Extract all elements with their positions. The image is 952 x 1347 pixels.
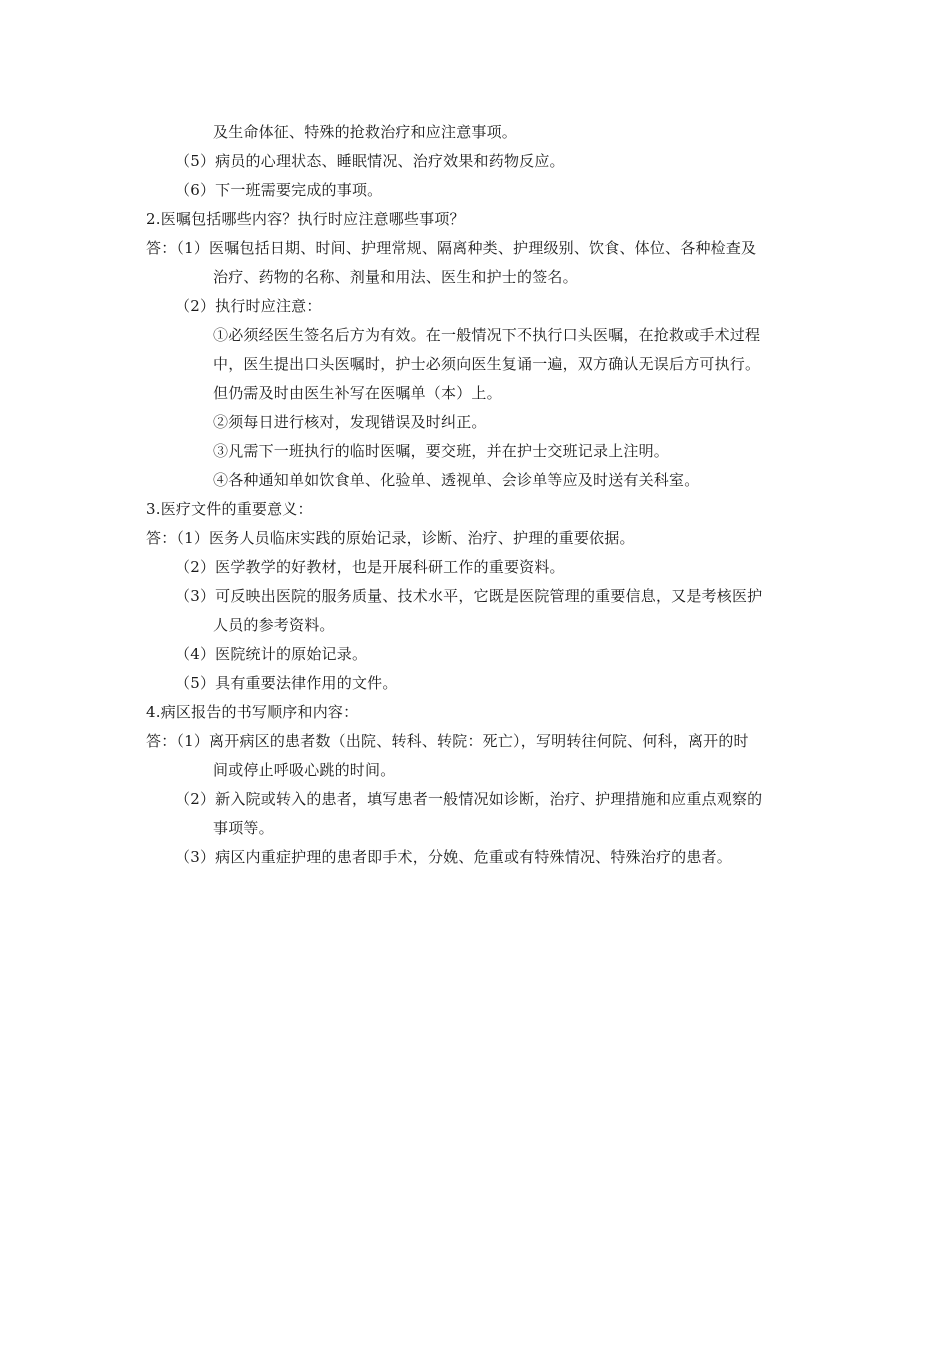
text-line: ②须每日进行核对，发现错误及时纠正。 [213, 413, 487, 431]
answer-line: 答：（1）医务人员临床实践的原始记录，诊断、治疗、护理的重要依据。 [146, 529, 635, 547]
text-line: （2）执行时应注意： [175, 297, 322, 315]
text-line: （5）病员的心理状态、睡眠情况、治疗效果和药物反应。 [175, 152, 565, 170]
text-line: ③凡需下一班执行的临时医嘱，要交班，并在护士交班记录上注明。 [213, 442, 670, 460]
question-heading: 2.医嘱包括哪些内容？执行时应注意哪些事项？ [146, 210, 465, 228]
question-heading: 4.病区报告的书写顺序和内容： [146, 703, 359, 721]
text-line: （4）医院统计的原始记录。 [175, 645, 368, 663]
text-line: 间或停止呼吸心跳的时间。 [213, 761, 396, 779]
text-line: 人员的参考资料。 [213, 616, 335, 634]
text-line: （3）可反映出医院的服务质量、技术水平，它既是医院管理的重要信息，又是考核医护 [175, 587, 763, 605]
text-line: ①必须经医生签名后方为有效。在一般情况下不执行口头医嘱，在抢救或手术过程 [213, 326, 761, 344]
text-line: （2）医学教学的好教材，也是开展科研工作的重要资料。 [175, 558, 565, 576]
text-line: 及生命体征、特殊的抢救治疗和应注意事项。 [213, 123, 518, 141]
question-heading: 3.医疗文件的重要意义： [146, 500, 313, 518]
answer-line: 答：（1）离开病区的患者数（出院、转科、转院：死亡），写明转往何院、何科，离开的时 [146, 732, 749, 750]
text-line: 中，医生提出口头医嘱时，护士必须向医生复诵一遍，双方确认无误后方可执行。 [213, 355, 761, 373]
text-line: （2）新入院或转入的患者，填写患者一般情况如诊断，治疗、护理措施和应重点观察的 [175, 790, 763, 808]
text-line: 事项等。 [213, 819, 274, 837]
answer-line: 答：（1）医嘱包括日期、时间、护理常规、隔离种类、护理级别、饮食、体位、各种检查及 [146, 239, 757, 257]
text-line: （3）病区内重症护理的患者即手术，分娩、危重或有特殊情况、特殊治疗的患者。 [175, 848, 732, 866]
text-line: 治疗、药物的名称、剂量和用法、医生和护士的签名。 [213, 268, 578, 286]
text-line: ④各种通知单如饮食单、化验单、透视单、会诊单等应及时送有关科室。 [213, 471, 700, 489]
text-line: （6）下一班需要完成的事项。 [175, 181, 383, 199]
text-line: （5）具有重要法律作用的文件。 [175, 674, 398, 692]
text-line: 但仍需及时由医生补写在医嘱单（本）上。 [213, 384, 502, 402]
